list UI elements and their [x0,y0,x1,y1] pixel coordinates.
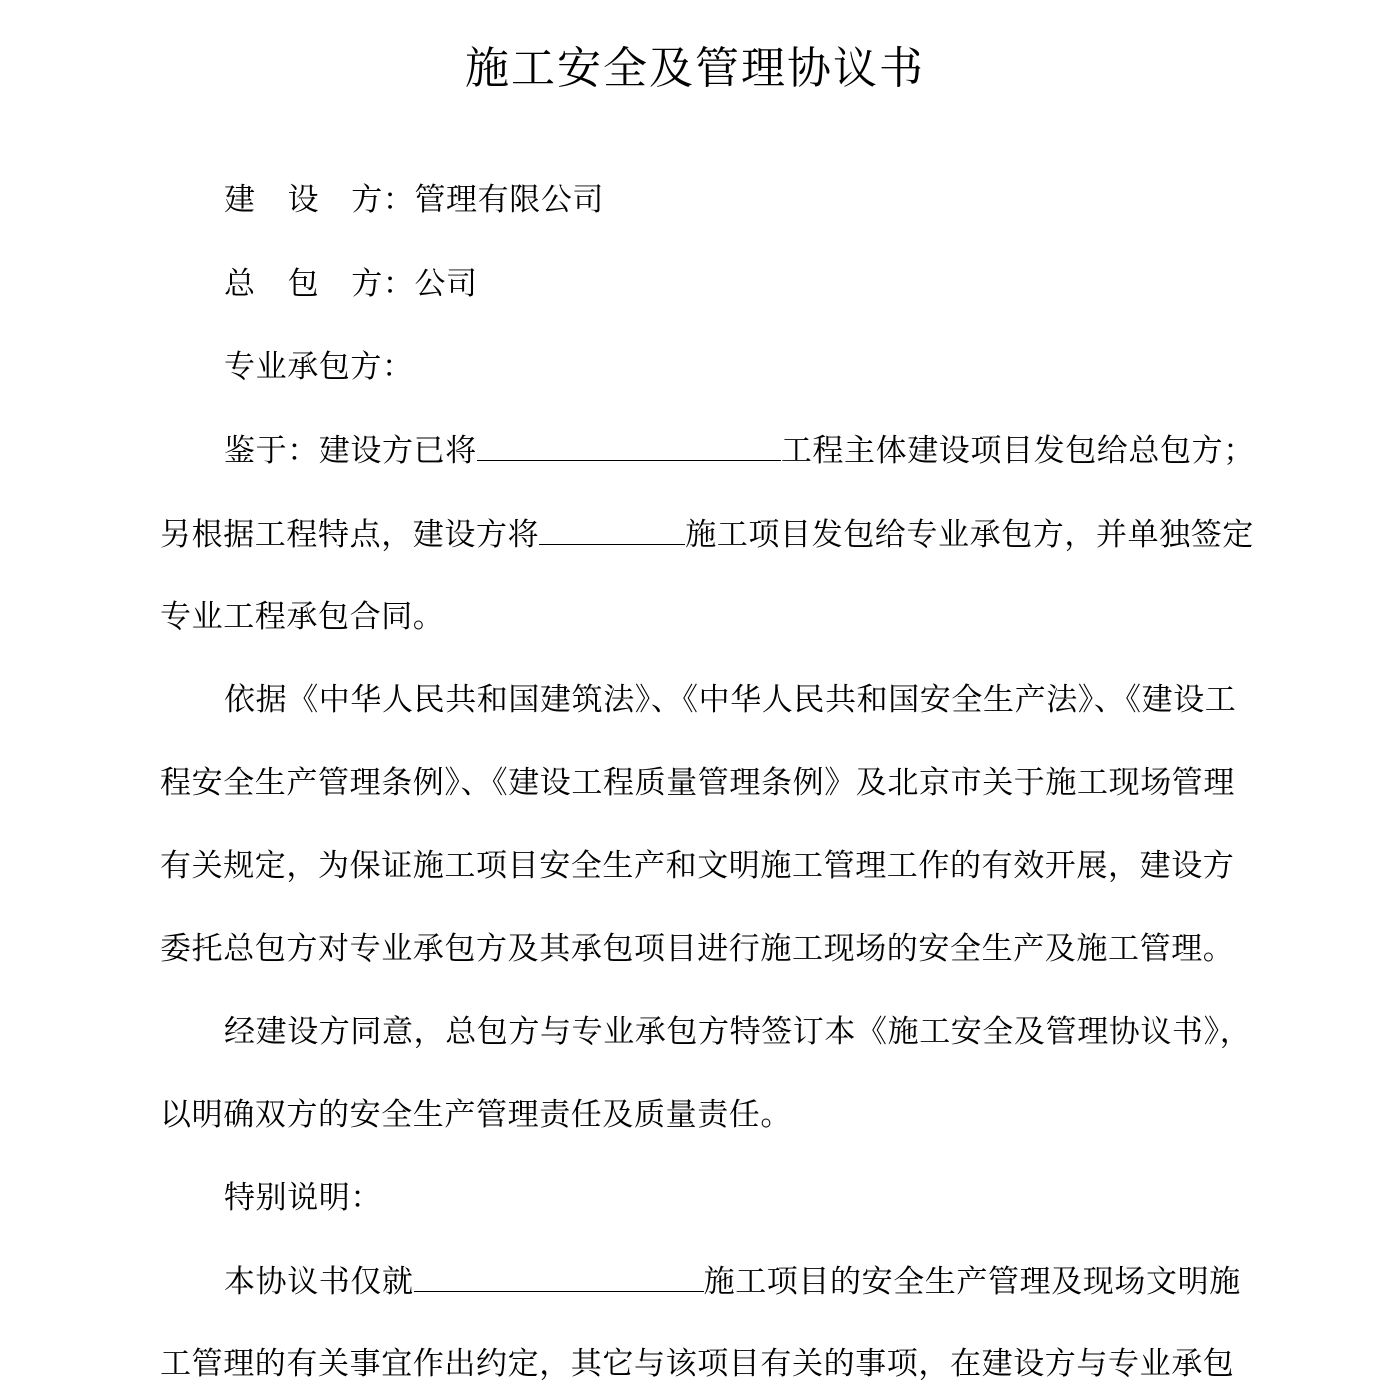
paragraph-3-line-2: 以明确双方的安全生产管理责任及质量责任。 [160,1097,792,1133]
paragraph-2-line-1: 依据《中华人民共和国建筑法》、《中华人民共和国安全生产法》、《建设工 [224,682,1237,718]
para1-text-b: 工程主体建设项目发包给总包方； [780,433,1255,469]
para1-text-a: 鉴于：建设方已将 [224,433,477,469]
general-contractor-line [224,264,478,304]
general-label-char: 方 [351,266,383,302]
para4-text-b: 施工项目的安全生产管理及现场文明施 [703,1264,1241,1300]
paragraph-1-line-3: 专业工程承包合同。 [160,599,445,635]
para1-text-c: 另根据工程特点，建设方将 [160,517,540,553]
blank-fill-line[interactable] [539,514,685,545]
general-label-char: 总 [224,266,256,302]
builder-label-char: 方 [351,182,383,218]
builder-label-char: 设 [287,182,320,218]
para4-text-a: 本协议书仅就 [224,1264,414,1300]
paragraph-1-line-2 [160,514,1254,555]
builder-value: 管理有限公司 [414,182,605,218]
blank-fill-line[interactable] [477,430,781,461]
paragraph-2-line-2: 程安全生产管理条例》、《建设工程质量管理条例》及北京市关于施工现场管理 [160,765,1235,801]
para1-text-d: 施工项目发包给专业承包方，并单独签定 [685,517,1255,553]
builder-label-char: 建 [224,182,256,218]
general-separator: ： [382,266,415,302]
paragraph-1-line-1 [224,430,1255,471]
paragraph-2-line-4: 委托总包方对专业承包方及其承包项目进行施工现场的安全生产及施工管理。 [160,931,1235,967]
special-note-heading: 特别说明： [224,1180,382,1216]
blank-fill-line[interactable] [414,1261,704,1292]
general-label-char: 包 [287,266,320,302]
builder-separator: ： [382,182,415,218]
general-value: 公司 [414,266,478,302]
builder-line [224,180,604,220]
paragraph-4-line-1 [224,1261,1241,1302]
paragraph-4-line-2: 工管理的有关事宜作出约定，其它与该项目有关的事项，在建设方与专业承包 [160,1346,1235,1382]
paragraph-2-line-3: 有关规定，为保证施工项目安全生产和文明施工管理工作的有效开展，建设方 [160,848,1235,884]
subcontractor-line: 专业承包方： [224,349,414,385]
paragraph-3-line-1: 经建设方同意，总包方与专业承包方特签订本《施工安全及管理协议书》， [224,1014,1252,1050]
document-title: 施工安全及管理协议书 [465,43,925,94]
